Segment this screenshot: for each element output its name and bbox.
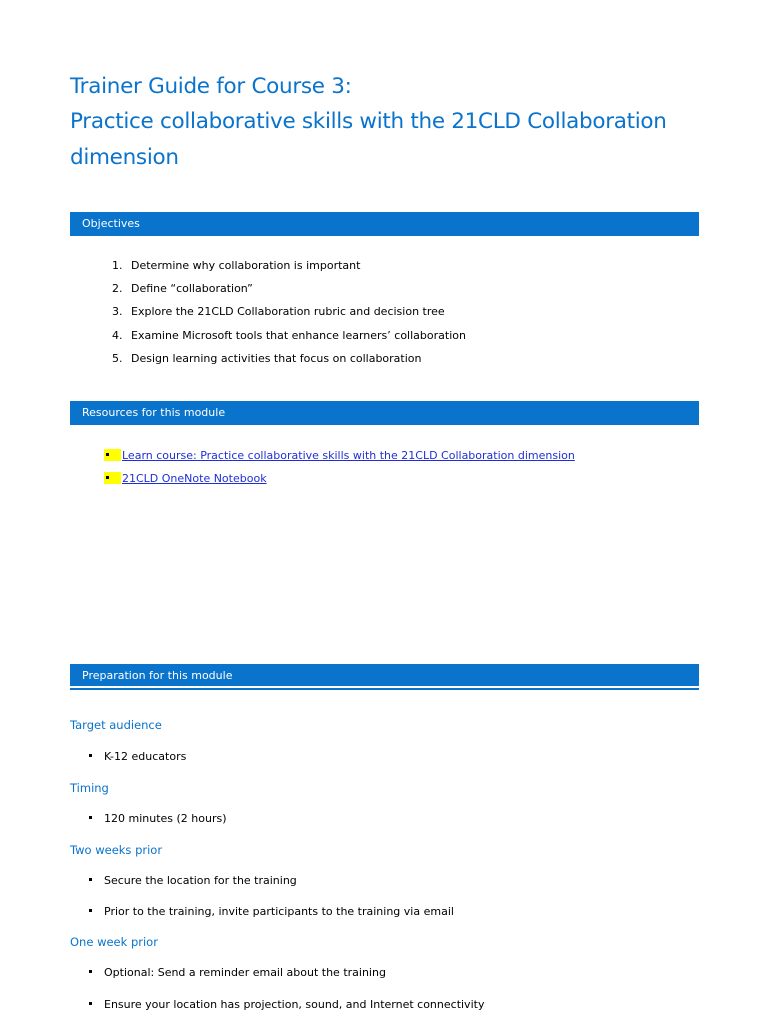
resource-list-item bbox=[104, 449, 575, 462]
learn-course-link[interactable]: Learn course: Practice collaborative skills with the 21CLD Collaboration dimension bbox=[122, 449, 575, 462]
resources-header: Resources for this module bbox=[70, 401, 699, 425]
objective-number: 1. bbox=[112, 259, 123, 272]
objective-text: Examine Microsoft tools that enhance learners’ collaboration bbox=[131, 329, 466, 342]
resource-list-item bbox=[104, 472, 267, 485]
document-title-line-2: Practice collaborative skills with the 21CLD Collaboration bbox=[70, 109, 667, 134]
bullet-icon bbox=[89, 909, 92, 912]
objective-item bbox=[112, 259, 360, 272]
onenote-notebook-link[interactable]: 21CLD OneNote Notebook bbox=[122, 472, 267, 485]
objective-item bbox=[112, 352, 422, 365]
list-item bbox=[89, 750, 186, 763]
list-item-text: Prior to the training, invite participants to the training via email bbox=[104, 905, 454, 918]
two-weeks-prior-heading: Two weeks prior bbox=[70, 843, 163, 857]
list-item-text: Ensure your location has projection, sound, and Internet connectivity bbox=[104, 998, 485, 1011]
list-item bbox=[89, 874, 297, 887]
objective-item bbox=[112, 329, 466, 342]
bullet-icon bbox=[89, 970, 92, 973]
objectives-header: Objectives bbox=[70, 212, 699, 236]
list-item-text: Optional: Send a reminder email about the training bbox=[104, 966, 386, 979]
objective-number: 3. bbox=[112, 305, 123, 318]
objective-number: 4. bbox=[112, 329, 123, 342]
bullet-icon bbox=[89, 878, 92, 881]
objective-number: 5. bbox=[112, 352, 123, 365]
list-item bbox=[89, 998, 484, 1011]
objective-number: 2. bbox=[112, 282, 123, 295]
objective-text: Determine why collaboration is important bbox=[131, 259, 361, 272]
list-item bbox=[89, 966, 386, 979]
list-item bbox=[89, 905, 454, 918]
bullet-icon bbox=[89, 754, 92, 757]
document-title-line-1: Trainer Guide for Course 3: bbox=[70, 74, 352, 99]
objective-text: Design learning activities that focus on collaboration bbox=[131, 352, 422, 365]
bullet-icon bbox=[89, 1002, 92, 1005]
preparation-header: Preparation for this module bbox=[70, 664, 699, 688]
one-week-prior-heading: One week prior bbox=[70, 935, 158, 949]
list-item bbox=[89, 812, 227, 825]
target-audience-heading: Target audience bbox=[70, 718, 162, 732]
list-item-text: 120 minutes (2 hours) bbox=[104, 812, 227, 825]
objective-item bbox=[112, 305, 445, 318]
timing-heading: Timing bbox=[70, 781, 109, 795]
bullet-icon bbox=[89, 816, 92, 819]
objective-text: Define “collaboration” bbox=[131, 282, 253, 295]
objective-item bbox=[112, 282, 253, 295]
document-title-line-3: dimension bbox=[70, 145, 179, 170]
list-item-text: K-12 educators bbox=[104, 750, 187, 763]
list-item-text: Secure the location for the training bbox=[104, 874, 297, 887]
highlighted-bullet-icon bbox=[104, 472, 121, 484]
objective-text: Explore the 21CLD Collaboration rubric and decision tree bbox=[131, 305, 445, 318]
highlighted-bullet-icon bbox=[104, 449, 121, 461]
